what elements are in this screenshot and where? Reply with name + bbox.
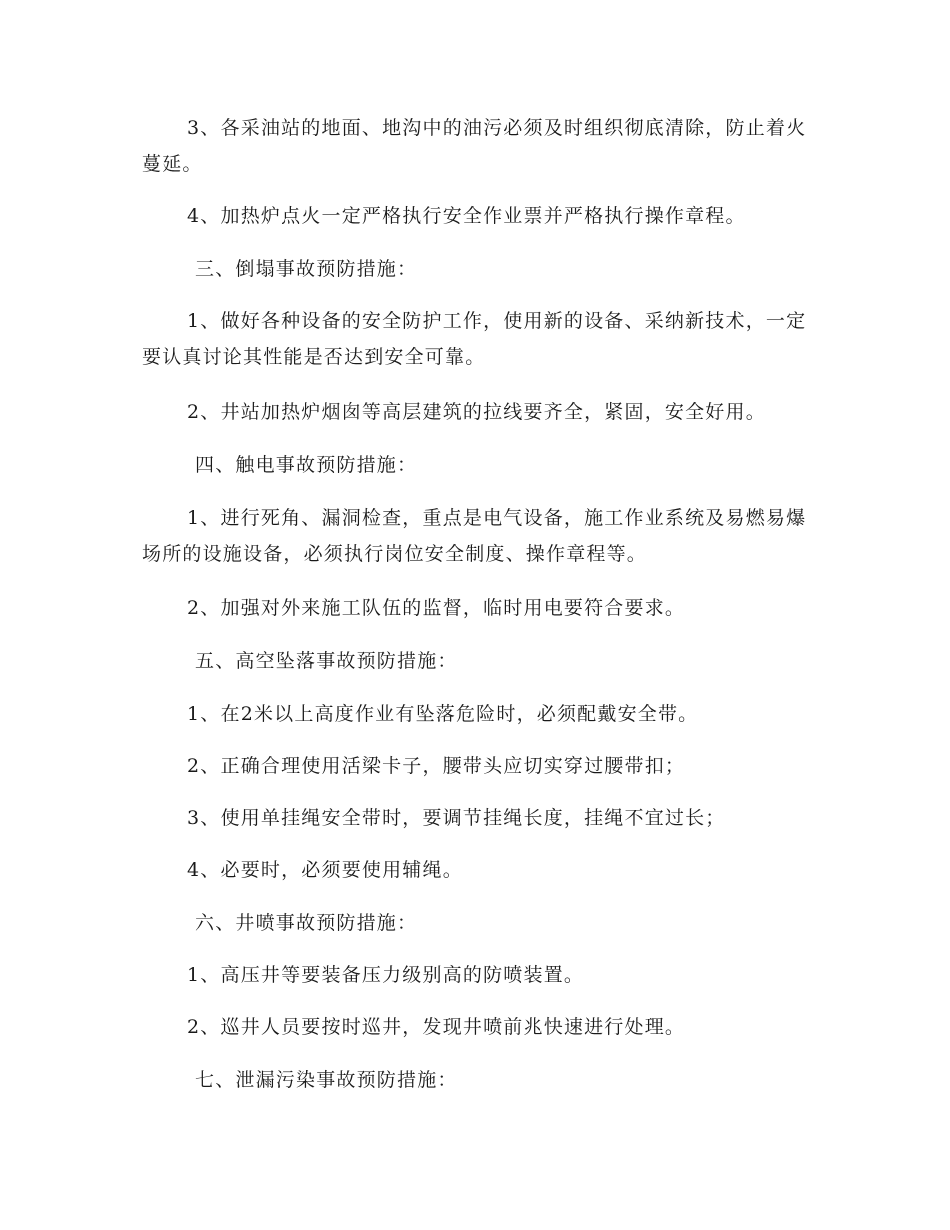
paragraph-blowout-preventer: 1、高压井等要装备压力级别高的防喷装置。	[187, 964, 585, 986]
paragraph-blind-spot-inspection: 1、进行死角、漏洞检查，重点是电气设备，施工作业系统及易燃易爆场所的设施设备，必须执行岗位安全制度、操作章程等。	[142, 507, 807, 565]
paragraph-auxiliary-rope: 4、必要时，必须要使用辅绳。	[187, 859, 463, 881]
paragraph-lanyard-length: 3、使用单挂绳安全带时，要调节挂绳长度，挂绳不宜过长；	[187, 807, 726, 829]
paragraph-contractor-supervision: 2、加强对外来施工队伍的监督，临时用电要符合要求。	[187, 597, 686, 619]
paragraph-belt-buckle: 2、正确合理使用活梁卡子，腰带头应切实穿过腰带扣；	[187, 755, 686, 777]
paragraph-heater-ignition: 4、加热炉点火一定严格执行安全作业票并严格执行操作章程。	[187, 205, 746, 227]
section-heading-leak-pollution: 七、泄漏污染事故预防措施：	[195, 1069, 458, 1091]
paragraph-chimney-guylines: 2、井站加热炉烟囱等高层建筑的拉线要齐全，紧固，安全好用。	[187, 401, 766, 423]
section-heading-blowout: 六、井喷事故预防措施：	[195, 912, 418, 934]
paragraph-well-patrol: 2、巡井人员要按时巡井，发现井喷前兆快速进行处理。	[187, 1016, 686, 1038]
section-heading-collapse: 三、倒塌事故预防措施：	[195, 258, 418, 280]
section-heading-electric-shock: 四、触电事故预防措施：	[195, 454, 418, 476]
paragraph-equipment-protection: 1、做好各种设备的安全防护工作，使用新的设备、采纳新技术，一定要认真讨论其性能是否达到安全可靠。	[142, 310, 807, 368]
paragraph-oil-cleanup: 3、各采油站的地面、地沟中的油污必须及时组织彻底清除，防止着火蔓延。	[142, 117, 807, 175]
paragraph-safety-belt: 1、在2米以上高度作业有坠落危险时，必须配戴安全带。	[187, 703, 699, 725]
section-heading-fall: 五、高空坠落事故预防措施：	[195, 650, 458, 672]
